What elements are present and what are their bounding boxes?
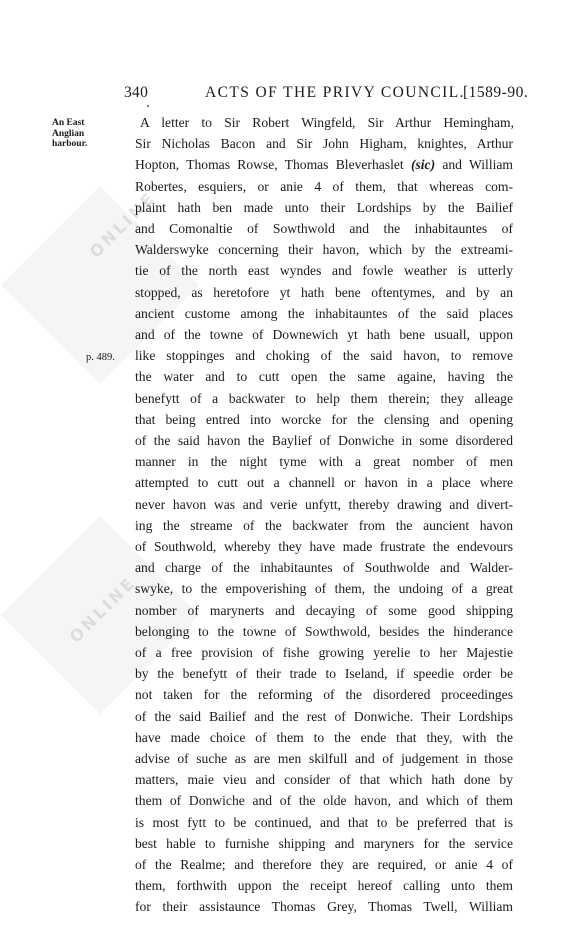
watermark-text: ONLINE	[85, 187, 160, 262]
body-line: and Comonaltie of Sowthwold and the inhabitauntes of	[135, 221, 513, 236]
body-line: them of Donwiche and of the olde havon, and which of them	[135, 793, 513, 809]
marginal-note-line: An East	[52, 118, 85, 128]
folio-reference: p. 489.	[86, 352, 115, 363]
body-line: nomber of marynerts and decaying of some good shipping	[135, 602, 513, 618]
body-line: and charge of the inhabitauntes of Southwolde and Walder-	[135, 560, 513, 576]
body-line: and of the towne of Downewich yt hath bene usuall, uppon	[135, 327, 513, 342]
body-line: is most fytt to be continued, and that to be preferred that is	[135, 814, 513, 830]
body-line: swyke, to the empoverishing of them, the undoing of a great	[135, 581, 513, 597]
sic-marker: (sic)	[410, 157, 436, 173]
body-line: ancient custome among the inhabitauntes of the said places	[135, 305, 513, 321]
body-line: of the said Bailief and the rest of Donwiche. Their Lordships	[135, 708, 513, 724]
body-line: attempted to cutt out a channell or havon in a place where	[135, 475, 513, 491]
ink-dot	[147, 105, 149, 107]
body-line: A letter to Sir Robert Wingfeld, Sir Arthur Hemingham,	[140, 115, 514, 130]
body-line: of Southwold, whereby they have made frustrate the endevours	[135, 539, 513, 554]
body-line: of the said havon the Baylief of Donwiche in some disordered	[135, 433, 513, 448]
marginal-note-line: Anglian	[52, 128, 85, 139]
body-line: best hable to furnishe shipping and maryners for the service	[135, 835, 513, 851]
body-line: the water and to cutt open the same againe, having the	[135, 369, 513, 385]
body-line: belonging to the towne of Sowthwold, besides the hinderance	[135, 623, 513, 639]
body-line: Robertes, esquiers, or anie 4 of them, that whereas com-	[135, 178, 513, 194]
body-line: never havon was and verie unfytt, thereby drawing and divert-	[135, 496, 513, 512]
body-line: for their assistaunce Thomas Grey, Thomas Twell, William	[135, 899, 513, 915]
body-line: matters, maie vieu and consider of that which hath done by	[135, 772, 513, 788]
year-range: [1589-90.	[463, 84, 529, 101]
body-line-part: and William	[435, 157, 513, 173]
marginal-note-line: harbour.	[52, 139, 88, 150]
body-line: of a free provision of fishe growing yerelie to her Majestie	[135, 645, 513, 660]
running-title: ACTS OF THE PRIVY COUNCIL.	[205, 84, 465, 101]
body-line: not taken for the reforming of the disordered proceedinges	[135, 687, 513, 703]
body-line: ing the streame of the backwater from the auncient havon	[135, 517, 513, 533]
body-line: have made choice of them to the ende that they, with the	[135, 729, 513, 745]
watermark-text: ONLINE	[65, 572, 140, 647]
body-line: that being entred into worcke for the clensing and opening	[135, 411, 513, 427]
marginal-note	[52, 118, 112, 150]
body-line: tie of the north east wyndes and fowle weather is utterly	[135, 263, 513, 279]
page-number: 340	[124, 84, 149, 101]
body-line: benefytt of a backwater to help them therein; they alleage	[135, 390, 513, 406]
body-line: by the benefytt of their trade to Iseland, if speedie order be	[135, 666, 513, 682]
body-line-sic	[135, 154, 513, 175]
body-line-part: Hopton, Thomas Rowse, Thomas Bleverhaslet	[135, 157, 411, 173]
body-line: advise of suche as are men skilfull and of judgement in those	[135, 751, 513, 766]
body-line: manner in the night tyme with a great nomber of men	[135, 454, 513, 470]
body-line: Sir Nicholas Bacon and Sir John Higham, knightes, Arthur	[135, 136, 513, 152]
body-line: plaint hath ben made unto their Lordships by the Bailief	[135, 199, 513, 215]
body-line: them, forthwith uppon the receipt hereof calling unto them	[135, 878, 513, 894]
body-line: stopped, as heretofore yt hath bene oftentymes, and by an	[135, 284, 513, 300]
body-line: like stoppinges and choking of the said havon, to remove	[135, 348, 513, 364]
body-line: Walderswyke concerning their havon, which by the extreami-	[135, 242, 513, 258]
body-line: of the Realme; and therefore they are required, or anie 4 of	[135, 857, 513, 872]
